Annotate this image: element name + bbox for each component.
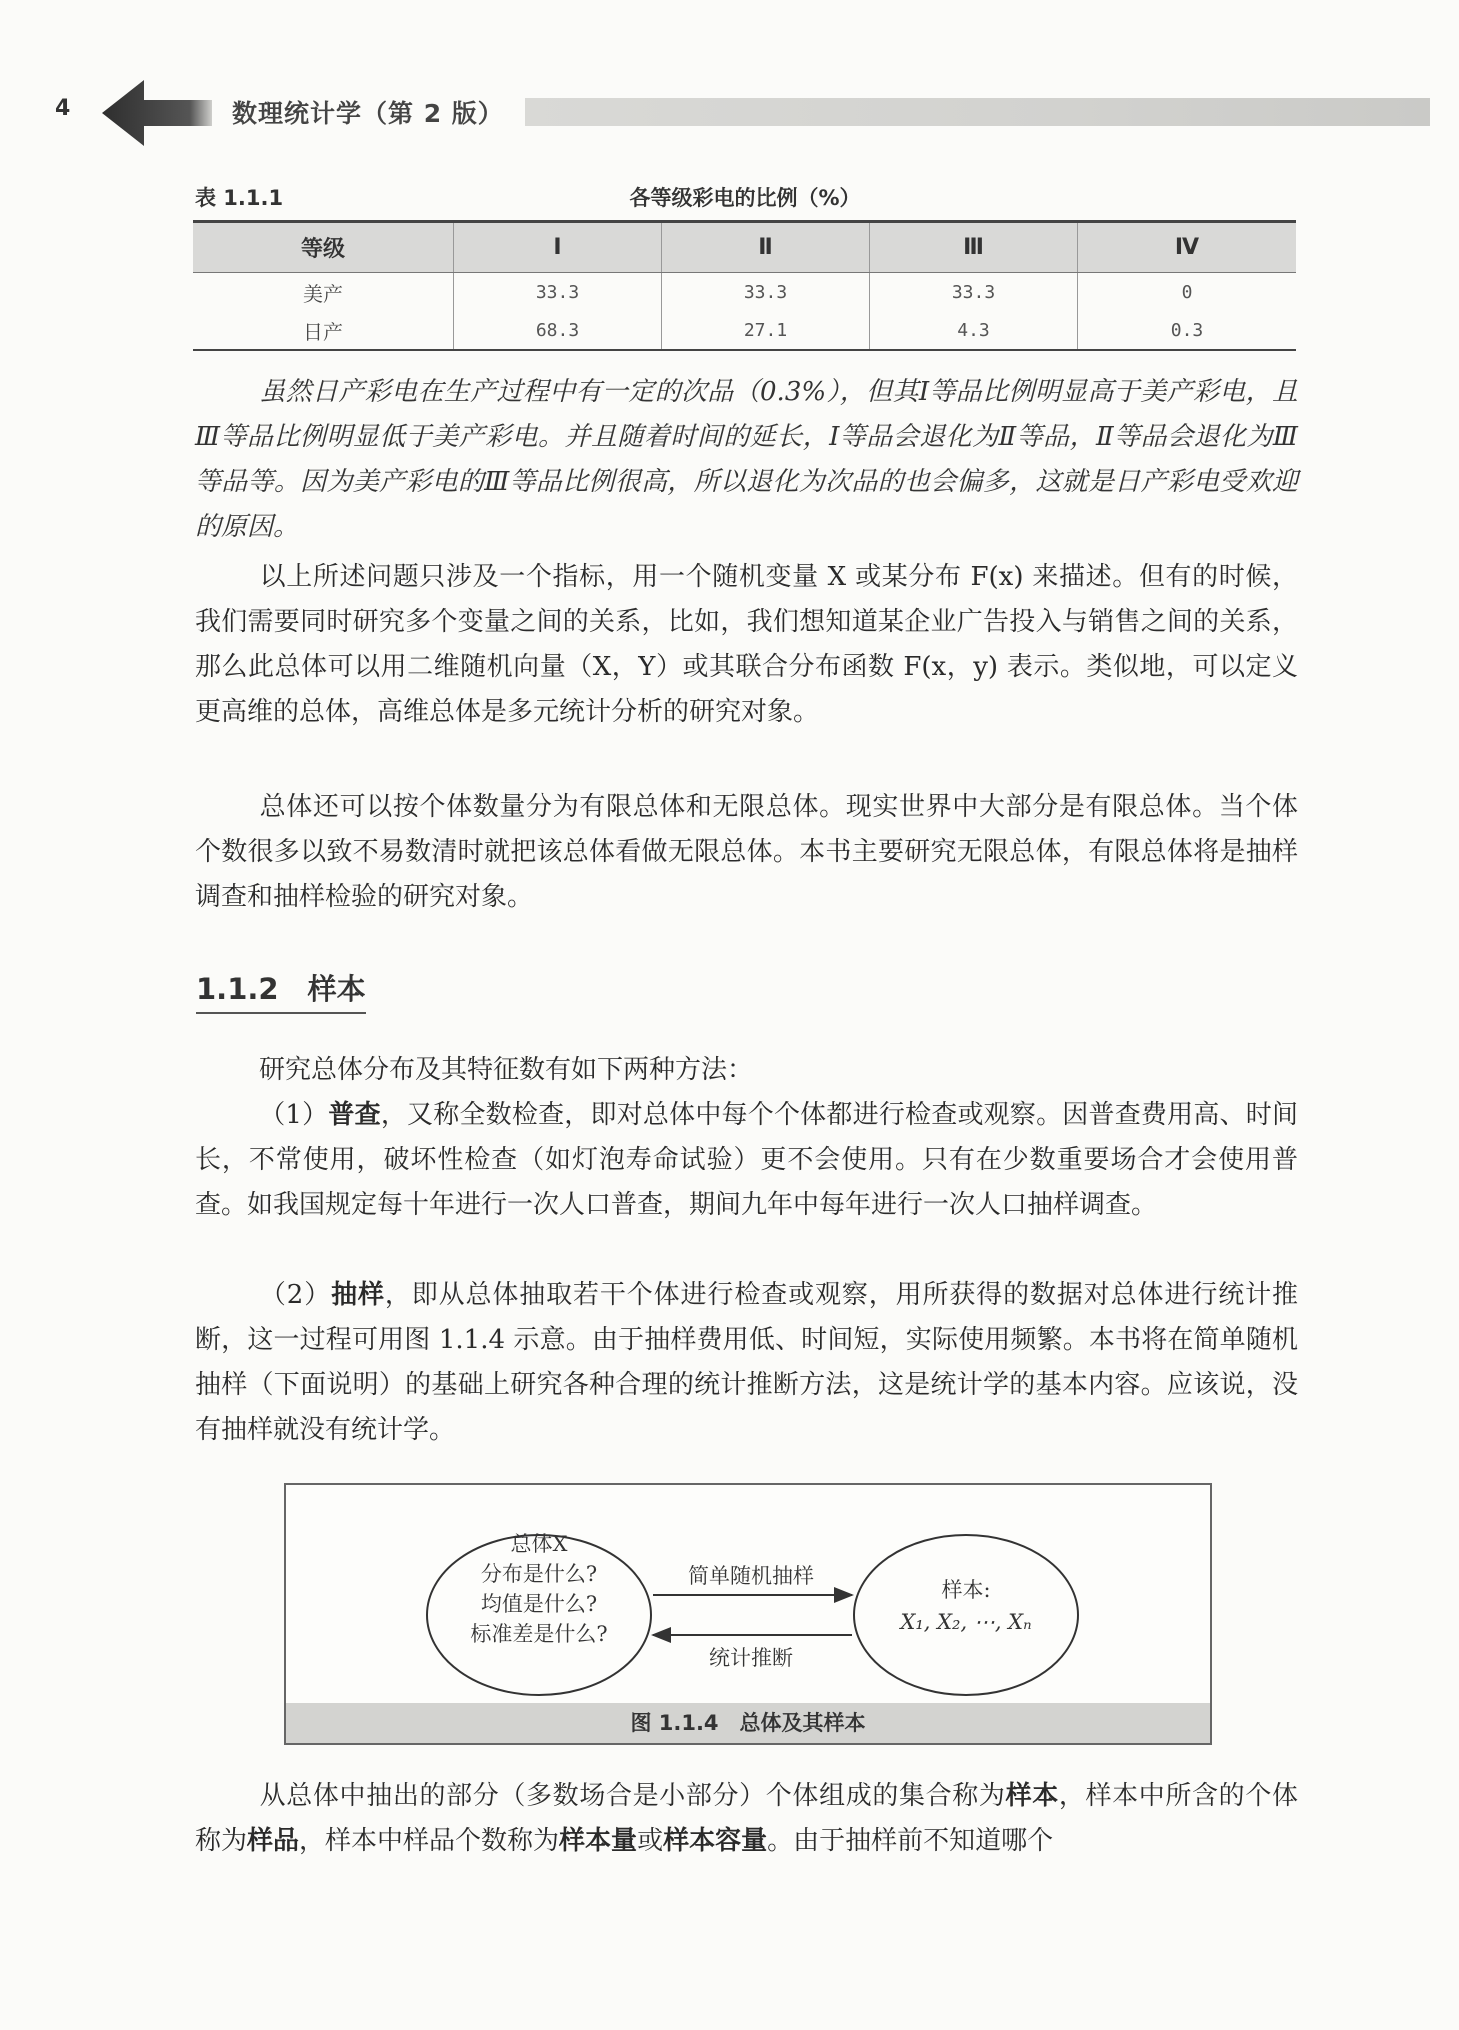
inference-label: 统计推断	[709, 1646, 793, 1670]
back-arrow-icon	[100, 78, 212, 148]
population-question: 标准差是什么?	[470, 1622, 608, 1646]
paragraph-text: 总体还可以按个体数量分为有限总体和无限总体。现实世界中大部分是有限总体。当个体个数很多以致不易数清时就把该总体看做无限总体。本书主要研究无限总体，有限总体将是抽样调查和抽样检验的研究对象。	[195, 792, 1298, 912]
term-sample-size: 样本量	[559, 1826, 638, 1856]
population-sample-diagram	[286, 1485, 1210, 1703]
figure-population-sample	[284, 1483, 1212, 1745]
paragraph-census	[195, 1093, 1298, 1228]
term-sampling: 抽样	[331, 1280, 385, 1310]
paragraph-text: ，即从总体抽取若干个体进行检查或观察，用所获得的数据对总体进行统计推断，这一过程可用图 1.1.4 示意。由于抽样费用低、时间短，实际使用频繁。本书将在简单随机抽样（下面说明）的基础上研究各种合理的统计推断方法，这是统计学的基本内容。应该说，没有抽样就没有统计学。	[195, 1280, 1298, 1445]
book-title: 数理统计学（第 2 版）	[232, 99, 504, 128]
paragraph-sampling	[195, 1273, 1298, 1453]
figure-caption: 图 1.1.4 总体及其样本	[286, 1703, 1210, 1743]
table-row	[193, 273, 1296, 312]
population-question: 均值是什么?	[480, 1592, 598, 1616]
paragraph-text: 从总体中抽出的部分（多数场合是小部分）个体组成的集合称为	[259, 1781, 1006, 1811]
table-title: 各等级彩电的比例（%）	[629, 186, 861, 210]
table-cell: 33.3	[662, 273, 870, 312]
page-header	[0, 78, 1459, 148]
term-sample: 样本	[1005, 1781, 1059, 1811]
page-number: 4	[55, 96, 71, 121]
table-cell: 68.3	[454, 311, 662, 350]
paragraph-finite-population	[195, 785, 1298, 920]
paragraph-text: 研究总体分布及其特征数有如下两种方法：	[259, 1055, 754, 1085]
term-census: 普查	[328, 1100, 381, 1130]
paragraph-sample-definition	[195, 1774, 1298, 1864]
table-caption	[195, 182, 1295, 214]
paragraph-text: ，样本中所含的个体称为	[195, 1781, 1298, 1856]
column-header: 等级	[193, 222, 454, 273]
table-cell: 33.3	[870, 273, 1078, 312]
sample-elements: X₁, X₂, ⋯, Xₙ	[900, 1610, 1032, 1634]
column-header: Ⅰ	[454, 222, 662, 273]
paragraph-text: 或	[637, 1826, 664, 1856]
table-cell: 美产	[303, 281, 343, 306]
table-cell: 日产	[193, 311, 454, 350]
table-number: 表 1.1.1	[195, 186, 284, 210]
table-row	[193, 311, 1296, 350]
table-cell: 0	[1078, 273, 1297, 312]
paragraph-text: 虽然日产彩电在生产过程中有一定的次品（0.3%），但其Ⅰ等品比例明显高于美产彩电，且Ⅲ等品比例明显低于美产彩电。并且随着时间的延长，Ⅰ等品会退化为Ⅱ等品，Ⅱ等品会退化为Ⅲ等品等。因为美产彩电的Ⅲ等品比例很高，所以退化为次品的也会偏多，这就是日产彩电受欢迎的原因。	[195, 377, 1298, 542]
term-specimen: 样品	[247, 1826, 300, 1856]
paragraph-japanese-tv	[195, 370, 1298, 550]
paragraph-text: ，样本中样品个数称为	[299, 1826, 560, 1856]
population-label: 总体X	[510, 1532, 568, 1556]
section-heading: 1.1.2 样本	[196, 967, 366, 1014]
table-header-row	[193, 222, 1296, 273]
population-question: 分布是什么?	[480, 1562, 598, 1586]
term-sample-capacity: 样本容量	[663, 1826, 768, 1856]
table-cell: 33.3	[454, 273, 662, 312]
column-header: Ⅱ	[662, 222, 870, 273]
paragraph-text: 以上所述问题只涉及一个指标，用一个随机变量 X 或某分布 F(x) 来描述。但有的时候，我们需要同时研究多个变量之间的关系，比如，我们想知道某企业广告投入与销售之间的关系，那么此总体可以用二维随机向量（X，Y）或其联合分布函数 F(x，y) 表示。类似地，可以定义更高维的总体，高维总体是多元统计分析的研究对象。	[195, 562, 1298, 727]
sampling-label: 简单随机抽样	[688, 1564, 814, 1588]
sample-label: 样本:	[941, 1578, 991, 1602]
header-decorative-bar	[525, 98, 1430, 126]
item-number: （2）	[259, 1280, 332, 1310]
paragraph-multivariate	[195, 555, 1298, 735]
table-cell: 27.1	[662, 311, 870, 350]
item-number: （1）	[259, 1100, 329, 1130]
grade-ratio-table	[193, 220, 1296, 351]
table-cell: 4.3	[870, 311, 1078, 350]
paragraph-text: 。由于抽样前不知道哪个	[767, 1826, 1054, 1856]
column-header: Ⅳ	[1078, 222, 1297, 273]
table-cell: 0.3	[1078, 311, 1297, 350]
paragraph-methods-intro	[195, 1048, 1298, 1093]
column-header: Ⅲ	[870, 222, 1078, 273]
paragraph-text: ，又称全数检查，即对总体中每个个体都进行检查或观察。因普查费用高、时间长，不常使用，破坏性检查（如灯泡寿命试验）更不会使用。只有在少数重要场合才会使用普查。如我国规定每十年进行一次人口普查，期间九年中每年进行一次人口抽样调查。	[195, 1100, 1298, 1220]
